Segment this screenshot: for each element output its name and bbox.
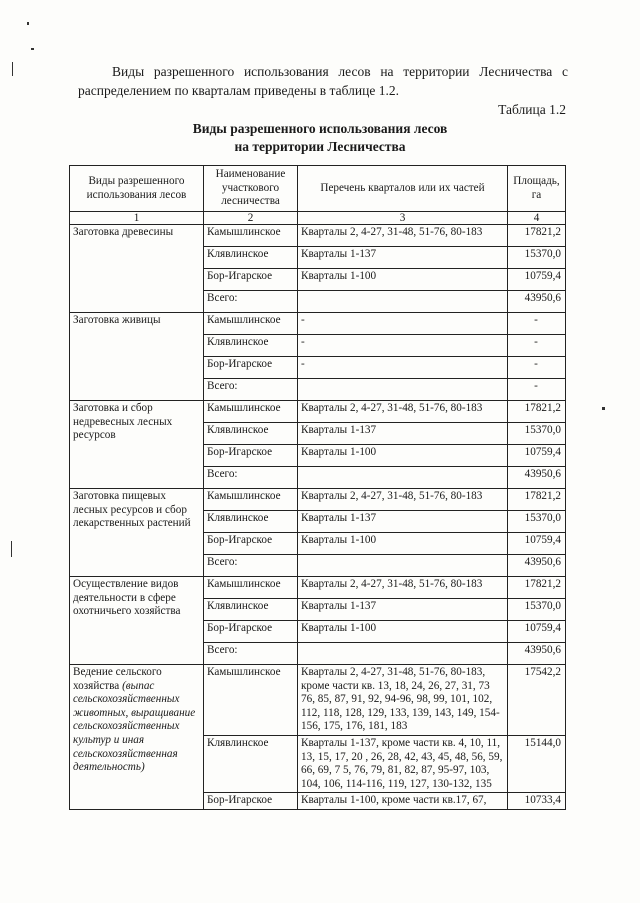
forestry-cell: Бор-Игарское [204, 533, 298, 555]
forestry-cell: Камышлинское [204, 225, 298, 247]
total-label-cell: Всего: [204, 379, 298, 401]
total-label-cell: Всего: [204, 291, 298, 313]
quarters-cell: Кварталы 2, 4-27, 31-48, 51-76, 80-183 [298, 401, 508, 423]
quarters-cell: Кварталы 1-100 [298, 269, 508, 291]
quarters-cell [298, 379, 508, 401]
col-number: 4 [508, 212, 566, 225]
forestry-cell: Клявлинское [204, 247, 298, 269]
total-area-cell: 43950,6 [508, 467, 566, 489]
header-area: Площадь, га [508, 166, 566, 212]
quarters-cell: Кварталы 2, 4-27, 31-48, 51-76, 80-183 [298, 225, 508, 247]
quarters-cell [298, 291, 508, 313]
forestry-cell: Бор-Игарское [204, 621, 298, 643]
total-label-cell: Всего: [204, 555, 298, 577]
col-number: 2 [204, 212, 298, 225]
table-row [70, 577, 566, 599]
total-label-cell: Всего: [204, 467, 298, 489]
table-label: Таблица 1.2 [498, 102, 566, 117]
forestry-cell: Клявлинское [204, 335, 298, 357]
forestry-cell: Бор-Игарское [204, 269, 298, 291]
area-cell: - [508, 335, 566, 357]
forestry-cell: Клявлинское [204, 423, 298, 445]
area-cell: 15370,0 [508, 247, 566, 269]
quarters-cell: Кварталы 2, 4-27, 31-48, 51-76, 80-183, кроме части кв. 13, 18, 24, 26, 27, 31, 73 76, 85, 87, 91, 92, 94-96, 98, 99, 101, 102, 112, 118, 128, 129, 133, 139, 143, 149, 154-156, 175, 176, 181, 183 [298, 665, 508, 736]
quarters-cell: Кварталы 1-100 [298, 445, 508, 467]
table-row [70, 225, 566, 247]
use-type-cell: Заготовка и сбор недревесных лесных ресурсов [70, 401, 204, 489]
quarters-cell: Кварталы 1-137 [298, 247, 508, 269]
use-type-cell: Заготовка древесины [70, 225, 204, 313]
total-area-cell: 43950,6 [508, 555, 566, 577]
area-cell: 17821,2 [508, 489, 566, 511]
quarters-cell: - [298, 335, 508, 357]
forest-use-table [69, 165, 566, 810]
table-title [130, 120, 510, 156]
use-type-cell: Заготовка живицы [70, 313, 204, 401]
total-area-cell: - [508, 379, 566, 401]
quarters-cell: Кварталы 1-137 [298, 511, 508, 533]
table-title-line-2: на территории Лесничества [234, 139, 406, 154]
scan-mark [31, 48, 34, 50]
area-cell: 15370,0 [508, 599, 566, 621]
quarters-cell: Кварталы 1-137 [298, 423, 508, 445]
forestry-cell: Клявлинское [204, 511, 298, 533]
table-title-line-1: Виды разрешенного использования лесов [192, 121, 448, 136]
quarters-cell: Кварталы 1-100, кроме части кв.17, 67, [298, 793, 508, 810]
forestry-cell: Бор-Игарское [204, 793, 298, 810]
forestry-cell: Камышлинское [204, 401, 298, 423]
use-type-cell: Осуществление видов деятельности в сфере охотничьего хозяйства [70, 577, 204, 665]
scan-mark [12, 62, 13, 76]
quarters-cell: Кварталы 1-100 [298, 533, 508, 555]
use-type-note: (выпас сельскохозяйственных животных, выращивание сельскохозяйственных культур и иная сельскохозяйственная деятельность) [73, 679, 196, 774]
forestry-cell: Клявлинское [204, 735, 298, 792]
area-cell: 10759,4 [508, 269, 566, 291]
area-cell: 17821,2 [508, 577, 566, 599]
table-row [70, 401, 566, 423]
area-cell: 17821,2 [508, 401, 566, 423]
table-row [70, 489, 566, 511]
area-cell: 10759,4 [508, 533, 566, 555]
use-type-label: Ведение сельского хозяйства [73, 666, 162, 692]
header-quarters: Перечень кварталов или их частей [298, 166, 508, 212]
forestry-cell: Камышлинское [204, 313, 298, 335]
forestry-cell: Камышлинское [204, 489, 298, 511]
forestry-cell: Бор-Игарское [204, 357, 298, 379]
col-number: 1 [70, 212, 204, 225]
forestry-cell: Бор-Игарское [204, 445, 298, 467]
area-cell: - [508, 313, 566, 335]
header-type: Виды разрешенного использования лесов [70, 166, 204, 212]
header-forestry: Наименование участкового лесничества [204, 166, 298, 212]
quarters-cell: - [298, 313, 508, 335]
quarters-cell [298, 555, 508, 577]
area-cell: 10759,4 [508, 621, 566, 643]
quarters-cell: Кварталы 1-137 [298, 599, 508, 621]
intro-paragraph: Виды разрешенного использования лесов на территории Лесничества с распределением по кварталам приведены в таблице 1.2. [78, 64, 568, 98]
col-number: 3 [298, 212, 508, 225]
area-cell: 17542,2 [508, 665, 566, 736]
area-cell: 10759,4 [508, 445, 566, 467]
total-label-cell: Всего: [204, 643, 298, 665]
table-row [70, 665, 566, 736]
quarters-cell [298, 467, 508, 489]
area-cell: 15144,0 [508, 735, 566, 792]
quarters-cell [298, 643, 508, 665]
scan-mark [27, 22, 29, 25]
quarters-cell: - [298, 357, 508, 379]
quarters-cell: Кварталы 1-100 [298, 621, 508, 643]
table-row [70, 313, 566, 335]
forestry-cell: Камышлинское [204, 577, 298, 599]
use-type-cell [70, 665, 204, 810]
scan-mark [602, 407, 605, 410]
forestry-cell: Клявлинское [204, 599, 298, 621]
quarters-cell: Кварталы 2, 4-27, 31-48, 51-76, 80-183 [298, 577, 508, 599]
total-area-cell: 43950,6 [508, 291, 566, 313]
forestry-cell: Камышлинское [204, 665, 298, 736]
use-type-cell: Заготовка пищевых лесных ресурсов и сбор лекарственных растений [70, 489, 204, 577]
quarters-cell: Кварталы 1-137, кроме части кв. 4, 10, 11, 13, 15, 17, 20 , 26, 28, 42, 43, 45, 48, 56, 59, 66, 69, 7 5, 76, 79, 81, 82, 87, 95-97, 103, 104, 106, 114-116, 119, 127, 130-132, 135 [298, 735, 508, 792]
area-cell: - [508, 357, 566, 379]
area-cell: 15370,0 [508, 511, 566, 533]
quarters-cell: Кварталы 2, 4-27, 31-48, 51-76, 80-183 [298, 489, 508, 511]
area-cell: 10733,4 [508, 793, 566, 810]
area-cell: 17821,2 [508, 225, 566, 247]
scan-mark [11, 541, 12, 557]
area-cell: 15370,0 [508, 423, 566, 445]
total-area-cell: 43950,6 [508, 643, 566, 665]
